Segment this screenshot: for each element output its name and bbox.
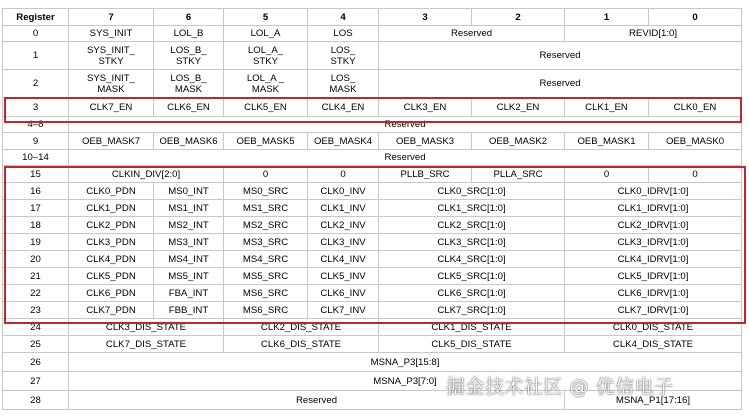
register-address: 16 bbox=[3, 183, 69, 200]
bit-field-cell: CLK3_EN bbox=[379, 98, 472, 117]
bit-field-cell: OEB_MASK6 bbox=[154, 133, 224, 150]
register-row bbox=[3, 42, 742, 70]
bit-field-cell: MS2_SRC bbox=[224, 217, 308, 234]
bit-field-cell: Reserved bbox=[69, 117, 742, 133]
register-row bbox=[3, 133, 742, 150]
register-address: 27 bbox=[3, 372, 69, 391]
bit-field-cell: CLK3_SRC[1:0] bbox=[379, 234, 565, 251]
bit-field-cell: CLK3_INV bbox=[308, 234, 379, 251]
bit-field-cell: CLK4_EN bbox=[308, 98, 379, 117]
register-address: 3 bbox=[3, 98, 69, 117]
register-row bbox=[3, 26, 742, 42]
bit-field-cell: OEB_MASK1 bbox=[565, 133, 649, 150]
bit-field-cell: MS1_INT bbox=[154, 200, 224, 217]
bit-field-cell: CLK5_PDN bbox=[69, 268, 154, 285]
bit-field-cell: CLK6_INV bbox=[308, 285, 379, 302]
bit-field-cell: LOS_B_ STKY bbox=[154, 42, 224, 70]
register-address: 22 bbox=[3, 285, 69, 302]
header-register: Register bbox=[3, 9, 69, 26]
bit-field-cell: MSNA_P3[15:8] bbox=[69, 353, 742, 372]
register-address: 4–8 bbox=[3, 117, 69, 133]
bit-field-cell: CLKIN_DIV[2:0] bbox=[69, 166, 224, 183]
register-table bbox=[2, 8, 742, 410]
bit-field-cell: MS3_INT bbox=[154, 234, 224, 251]
bit-field-cell: CLK1_IDRV[1:0] bbox=[565, 200, 742, 217]
bit-field-cell: MS5_SRC bbox=[224, 268, 308, 285]
bit-field-cell: CLK7_EN bbox=[69, 98, 154, 117]
bit-field-cell: CLK5_INV bbox=[308, 268, 379, 285]
bit-field-cell: 0 bbox=[308, 166, 379, 183]
bit-field-cell: CLK0_PDN bbox=[69, 183, 154, 200]
register-address: 23 bbox=[3, 302, 69, 319]
bit-field-cell: CLK3_IDRV[1:0] bbox=[565, 234, 742, 251]
bit-field-cell: SYS_INIT_ STKY bbox=[69, 42, 154, 70]
bit-field-cell: CLK0_SRC[1:0] bbox=[379, 183, 565, 200]
bit-field-cell: CLK6_SRC[1:0] bbox=[379, 285, 565, 302]
bit-field-cell: CLK4_INV bbox=[308, 251, 379, 268]
bit-field-cell: CLK0_INV bbox=[308, 183, 379, 200]
bit-field-cell: Reserved bbox=[379, 26, 565, 42]
register-address: 25 bbox=[3, 336, 69, 353]
bit-field-cell: LOL_B bbox=[154, 26, 224, 42]
register-table-body bbox=[3, 9, 742, 410]
bit-field-cell: PLLB_SRC bbox=[379, 166, 472, 183]
bit-field-cell: 0 bbox=[565, 166, 649, 183]
bit-field-cell: MS4_INT bbox=[154, 251, 224, 268]
bit-field-cell: LOS_B_ MASK bbox=[154, 70, 224, 98]
bit-field-cell: CLK2_INV bbox=[308, 217, 379, 234]
bit-field-cell: LOL_A_ STKY bbox=[224, 42, 308, 70]
bit-field-cell: CLK2_PDN bbox=[69, 217, 154, 234]
bit-field-cell: CLK7_IDRV[1:0] bbox=[565, 302, 742, 319]
bit-field-cell: CLK7_INV bbox=[308, 302, 379, 319]
bit-field-cell: CLK3_PDN bbox=[69, 234, 154, 251]
bit-field-cell: CLK1_SRC[1:0] bbox=[379, 200, 565, 217]
header-row bbox=[3, 9, 742, 26]
header-bit: 6 bbox=[154, 9, 224, 26]
bit-field-cell: LOS_ STKY bbox=[308, 42, 379, 70]
bit-field-cell: CLK2_DIS_STATE bbox=[224, 319, 379, 336]
register-row bbox=[3, 268, 742, 285]
header-bit: 1 bbox=[565, 9, 649, 26]
bit-field-cell: SYS_INIT bbox=[69, 26, 154, 42]
bit-field-cell: LOS bbox=[308, 26, 379, 42]
bit-field-cell: CLK2_SRC[1:0] bbox=[379, 217, 565, 234]
bit-field-cell: REVID[1:0] bbox=[565, 26, 742, 42]
bit-field-cell: LOS_ MASK bbox=[308, 70, 379, 98]
bit-field-cell: OEB_MASK5 bbox=[224, 133, 308, 150]
bit-field-cell: CLK5_SRC[1:0] bbox=[379, 268, 565, 285]
bit-field-cell: CLK1_DIS_STATE bbox=[379, 319, 565, 336]
bit-field-cell: CLK4_SRC[1:0] bbox=[379, 251, 565, 268]
bit-field-cell: CLK4_IDRV[1:0] bbox=[565, 251, 742, 268]
bit-field-cell: CLK6_IDRV[1:0] bbox=[565, 285, 742, 302]
bit-field-cell: MS2_INT bbox=[154, 217, 224, 234]
register-row bbox=[3, 234, 742, 251]
register-address: 21 bbox=[3, 268, 69, 285]
register-address: 10–14 bbox=[3, 150, 69, 166]
bit-field-cell: MSNA_P3[7:0] bbox=[69, 372, 742, 391]
register-address: 28 bbox=[3, 391, 69, 410]
register-address: 17 bbox=[3, 200, 69, 217]
register-address: 18 bbox=[3, 217, 69, 234]
register-row bbox=[3, 251, 742, 268]
register-address: 2 bbox=[3, 70, 69, 98]
header-bit: 5 bbox=[224, 9, 308, 26]
bit-field-cell: CLK4_PDN bbox=[69, 251, 154, 268]
bit-field-cell: MS4_SRC bbox=[224, 251, 308, 268]
bit-field-cell: CLK1_PDN bbox=[69, 200, 154, 217]
bit-field-cell: OEB_MASK0 bbox=[649, 133, 742, 150]
register-address: 9 bbox=[3, 133, 69, 150]
bit-field-cell: CLK1_EN bbox=[565, 98, 649, 117]
register-address: 19 bbox=[3, 234, 69, 251]
register-row bbox=[3, 166, 742, 183]
bit-field-cell: Reserved bbox=[69, 391, 565, 410]
register-address: 1 bbox=[3, 42, 69, 70]
register-row bbox=[3, 302, 742, 319]
register-row bbox=[3, 183, 742, 200]
header-bit: 4 bbox=[308, 9, 379, 26]
bit-field-cell: OEB_MASK4 bbox=[308, 133, 379, 150]
bit-field-cell: Reserved bbox=[379, 42, 742, 70]
register-row bbox=[3, 285, 742, 302]
bit-field-cell: CLK2_EN bbox=[472, 98, 565, 117]
register-address: 15 bbox=[3, 166, 69, 183]
register-row bbox=[3, 336, 742, 353]
bit-field-cell: FBA_INT bbox=[154, 285, 224, 302]
bit-field-cell: CLK1_INV bbox=[308, 200, 379, 217]
register-address: 24 bbox=[3, 319, 69, 336]
register-address: 0 bbox=[3, 26, 69, 42]
bit-field-cell: CLK2_IDRV[1:0] bbox=[565, 217, 742, 234]
register-row bbox=[3, 353, 742, 372]
bit-field-cell: MS6_SRC bbox=[224, 285, 308, 302]
bit-field-cell: CLK7_DIS_STATE bbox=[69, 336, 224, 353]
bit-field-cell: CLK0_IDRV[1:0] bbox=[565, 183, 742, 200]
register-row bbox=[3, 70, 742, 98]
bit-field-cell: MS5_INT bbox=[154, 268, 224, 285]
bit-field-cell: CLK0_EN bbox=[649, 98, 742, 117]
bit-field-cell: OEB_MASK2 bbox=[472, 133, 565, 150]
register-row bbox=[3, 200, 742, 217]
bit-field-cell: LOL_A bbox=[224, 26, 308, 42]
bit-field-cell: Reserved bbox=[69, 150, 742, 166]
register-row bbox=[3, 150, 742, 166]
bit-field-cell: CLK7_SRC[1:0] bbox=[379, 302, 565, 319]
header-bit: 3 bbox=[379, 9, 472, 26]
register-row bbox=[3, 319, 742, 336]
bit-field-cell: CLK6_DIS_STATE bbox=[224, 336, 379, 353]
bit-field-cell: MS6_SRC bbox=[224, 302, 308, 319]
bit-field-cell: MS1_SRC bbox=[224, 200, 308, 217]
bit-field-cell: OEB_MASK7 bbox=[69, 133, 154, 150]
bit-field-cell: CLK7_PDN bbox=[69, 302, 154, 319]
header-bit: 0 bbox=[649, 9, 742, 26]
watermark-text: 掘金技术社区 @ 优信电子 bbox=[446, 376, 674, 398]
bit-field-cell: 0 bbox=[649, 166, 742, 183]
bit-field-cell: CLK4_DIS_STATE bbox=[565, 336, 742, 353]
register-row bbox=[3, 217, 742, 234]
bit-field-cell: MS0_SRC bbox=[224, 183, 308, 200]
bit-field-cell: MSNA_P1[17:16] bbox=[565, 391, 742, 410]
bit-field-cell: 0 bbox=[224, 166, 308, 183]
bit-field-cell: LOL_A _ MASK bbox=[224, 70, 308, 98]
bit-field-cell: CLK6_EN bbox=[154, 98, 224, 117]
bit-field-cell: CLK5_EN bbox=[224, 98, 308, 117]
bit-field-cell: Reserved bbox=[379, 70, 742, 98]
bit-field-cell: SYS_INIT_ MASK bbox=[69, 70, 154, 98]
bit-field-cell: CLK3_DIS_STATE bbox=[69, 319, 224, 336]
bit-field-cell: PLLA_SRC bbox=[472, 166, 565, 183]
bit-field-cell: CLK5_DIS_STATE bbox=[379, 336, 565, 353]
bit-field-cell: OEB_MASK3 bbox=[379, 133, 472, 150]
register-address: 26 bbox=[3, 353, 69, 372]
bit-field-cell: MS3_SRC bbox=[224, 234, 308, 251]
bit-field-cell: MS0_INT bbox=[154, 183, 224, 200]
bit-field-cell: FBB_INT bbox=[154, 302, 224, 319]
header-bit: 7 bbox=[69, 9, 154, 26]
bit-field-cell: CLK6_PDN bbox=[69, 285, 154, 302]
bit-field-cell: CLK0_DIS_STATE bbox=[565, 319, 742, 336]
register-address: 20 bbox=[3, 251, 69, 268]
header-bit: 2 bbox=[472, 9, 565, 26]
bit-field-cell: CLK5_IDRV[1:0] bbox=[565, 268, 742, 285]
register-row bbox=[3, 117, 742, 133]
register-row bbox=[3, 98, 742, 117]
